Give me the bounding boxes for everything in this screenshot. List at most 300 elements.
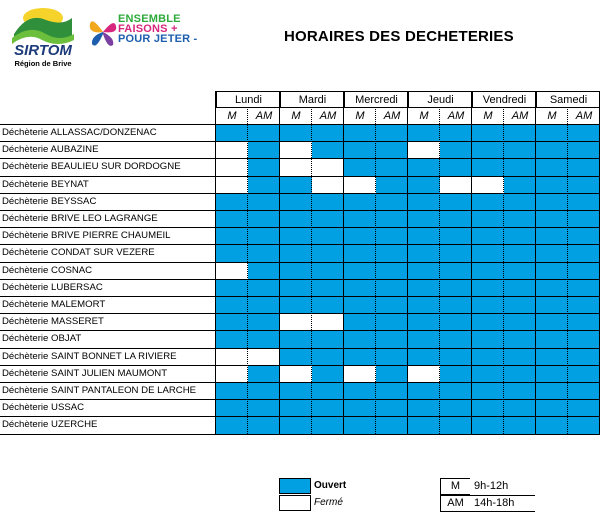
- schedule-cell-open: [376, 176, 408, 193]
- schedule-cell-open: [536, 193, 568, 210]
- schedule-cell-open: [376, 348, 408, 365]
- schedule-cell-open: [344, 262, 376, 279]
- schedule-cell-open: [440, 399, 472, 416]
- schedule-cell-open: [312, 141, 344, 158]
- schedule-cell-open: [504, 416, 536, 433]
- schedule-cell-closed: [216, 365, 248, 382]
- schedule-cell-open: [280, 416, 312, 433]
- row-label: Déchèterie LUBERSAC: [2, 281, 103, 293]
- schedule-cell-open: [568, 262, 600, 279]
- ensemble-line3: POUR JETER -: [118, 33, 198, 45]
- schedule-cell-open: [504, 330, 536, 347]
- schedule-cell-open: [440, 313, 472, 330]
- schedule-cell-open: [568, 279, 600, 296]
- schedule-cell-open: [472, 279, 504, 296]
- schedule-cell-open: [312, 330, 344, 347]
- row-divider: [0, 313, 600, 314]
- schedule-cell-open: [408, 279, 440, 296]
- schedule-cell-closed: [312, 176, 344, 193]
- schedule-cell-open: [408, 399, 440, 416]
- schedule-cell-open: [472, 262, 504, 279]
- schedule-cell-open: [312, 227, 344, 244]
- schedule-cell-open: [408, 158, 440, 175]
- schedule-cell-open: [440, 262, 472, 279]
- key-am: AM: [440, 495, 470, 512]
- schedule-cell-open: [440, 210, 472, 227]
- day-divider: [343, 91, 344, 434]
- sirtom-logo: [6, 4, 80, 68]
- schedule-cell-open: [376, 158, 408, 175]
- schedule-cell-open: [472, 382, 504, 399]
- schedule-cell-open: [248, 227, 280, 244]
- row-divider: [0, 176, 600, 177]
- schedule-cell-open: [376, 296, 408, 313]
- schedule-cell-open: [568, 244, 600, 261]
- row-divider: [0, 296, 600, 297]
- schedule-cell-open: [376, 124, 408, 141]
- slot-header: M: [536, 107, 568, 124]
- schedule-cell-open: [376, 382, 408, 399]
- schedule-cell-open: [312, 382, 344, 399]
- row-label: Déchèterie USSAC: [2, 402, 85, 414]
- schedule-cell-closed: [280, 141, 312, 158]
- slot-header: M: [344, 107, 376, 124]
- legend-open-label: Ouvert: [314, 480, 347, 491]
- row-label: Déchèterie BEYSSAC: [2, 195, 97, 207]
- schedule-cell-open: [536, 141, 568, 158]
- schedule-cell-closed: [216, 141, 248, 158]
- schedule-cell-open: [408, 210, 440, 227]
- row-divider: [0, 416, 600, 417]
- slot-header: AM: [376, 107, 408, 124]
- schedule-cell-open: [408, 382, 440, 399]
- schedule-cell-open: [568, 210, 600, 227]
- header-mid-line: [216, 107, 600, 108]
- ensemble-line2: FAISONS +: [118, 23, 178, 35]
- schedule-cell-open: [408, 330, 440, 347]
- schedule-cell-closed: [216, 158, 248, 175]
- schedule-cell-closed: [216, 176, 248, 193]
- ensemble-logo: [88, 12, 218, 56]
- row-label: Déchèterie MASSERET: [2, 316, 104, 328]
- schedule-cell-open: [504, 141, 536, 158]
- day-divider: [407, 91, 408, 434]
- schedule-cell-open: [568, 158, 600, 175]
- schedule-cell-open: [536, 382, 568, 399]
- day-header: Mercredi: [344, 91, 408, 107]
- schedule-cell-open: [408, 262, 440, 279]
- schedule-cell-open: [536, 416, 568, 433]
- schedule-cell-open: [568, 365, 600, 382]
- schedule-cell-open: [440, 365, 472, 382]
- day-header: Jeudi: [408, 91, 472, 107]
- schedule-cell-open: [504, 296, 536, 313]
- row-divider: [0, 348, 600, 349]
- schedule-cell-open: [440, 244, 472, 261]
- schedule-cell-open: [344, 416, 376, 433]
- slot-header: AM: [440, 107, 472, 124]
- schedule-cell-open: [440, 330, 472, 347]
- schedule-cell-open: [536, 124, 568, 141]
- schedule-cell-open: [280, 244, 312, 261]
- key-m: M: [440, 478, 470, 495]
- schedule-cell-open: [312, 279, 344, 296]
- schedule-cell-open: [472, 348, 504, 365]
- schedule-cell-open: [280, 262, 312, 279]
- schedule-cell-open: [312, 399, 344, 416]
- schedule-cell-open: [216, 382, 248, 399]
- row-divider: [0, 365, 600, 366]
- schedule-cell-open: [568, 330, 600, 347]
- schedule-cell-open: [376, 141, 408, 158]
- schedule-cell-open: [248, 330, 280, 347]
- schedule-cell-open: [440, 296, 472, 313]
- schedule-cell-open: [216, 313, 248, 330]
- schedule-cell-open: [344, 124, 376, 141]
- schedule-cell-open: [248, 210, 280, 227]
- schedule-cell-open: [408, 313, 440, 330]
- row-divider: [0, 193, 600, 194]
- header-top-line: [216, 91, 600, 92]
- row-divider: [0, 124, 600, 125]
- day-header: Samedi: [536, 91, 600, 107]
- row-divider: [0, 399, 600, 400]
- schedule-cell-open: [472, 227, 504, 244]
- slot-divider: [567, 107, 568, 434]
- schedule-cell-open: [440, 227, 472, 244]
- schedule-cell-open: [376, 279, 408, 296]
- schedule-cell-closed: [344, 176, 376, 193]
- schedule-cell-open: [344, 330, 376, 347]
- schedule-cell-open: [248, 176, 280, 193]
- schedule-cell-open: [280, 399, 312, 416]
- schedule-cell-open: [536, 158, 568, 175]
- day-header: Vendredi: [472, 91, 536, 107]
- schedule-cell-open: [216, 124, 248, 141]
- schedule-cell-open: [504, 313, 536, 330]
- slot-header: M: [216, 107, 248, 124]
- schedule-cell-open: [472, 244, 504, 261]
- row-divider: [0, 279, 600, 280]
- row-divider: [0, 227, 600, 228]
- schedule-cell-open: [504, 227, 536, 244]
- slot-divider: [375, 107, 376, 434]
- schedule-cell-open: [344, 279, 376, 296]
- schedule-cell-open: [216, 296, 248, 313]
- schedule-cell-open: [312, 348, 344, 365]
- schedule-cell-open: [504, 210, 536, 227]
- row-label: Déchèterie BRIVE PIERRE CHAUMEIL: [2, 230, 171, 242]
- schedule-cell-open: [344, 227, 376, 244]
- slot-header: AM: [568, 107, 600, 124]
- schedule-cell-open: [440, 279, 472, 296]
- schedule-cell-open: [376, 330, 408, 347]
- schedule-cell-open: [216, 279, 248, 296]
- schedule-cell-open: [536, 330, 568, 347]
- schedule-cell-open: [312, 244, 344, 261]
- schedule-cell-open: [280, 348, 312, 365]
- schedule-cell-closed: [216, 262, 248, 279]
- schedule-cell-open: [408, 176, 440, 193]
- schedule-cell-open: [408, 227, 440, 244]
- butterfly-icon: [88, 14, 118, 50]
- row-label: Déchèterie BEYNAT: [2, 178, 89, 190]
- schedule-cell-open: [248, 262, 280, 279]
- schedule-cell-open: [280, 382, 312, 399]
- schedule-cell-open: [312, 210, 344, 227]
- schedule-cell-closed: [440, 176, 472, 193]
- schedule-cell-open: [376, 210, 408, 227]
- schedule-cell-open: [248, 141, 280, 158]
- day-divider: [471, 91, 472, 434]
- schedule-cell-open: [504, 382, 536, 399]
- schedule-cell-open: [376, 416, 408, 433]
- row-label: Déchèterie BEAULIEU SUR DORDOGNE: [2, 161, 181, 173]
- schedule-cell-open: [440, 193, 472, 210]
- schedule-cell-open: [504, 399, 536, 416]
- row-label: Déchèterie AUBAZINE: [2, 144, 99, 156]
- schedule-cell-closed: [216, 348, 248, 365]
- schedule-cell-open: [536, 365, 568, 382]
- schedule-cell-closed: [472, 176, 504, 193]
- schedule-cell-open: [568, 124, 600, 141]
- schedule-cell-open: [536, 348, 568, 365]
- schedule-cell-open: [408, 193, 440, 210]
- schedule-cell-open: [440, 416, 472, 433]
- schedule-cell-open: [280, 193, 312, 210]
- day-divider: [279, 91, 280, 434]
- row-divider: [0, 244, 600, 245]
- legend-closed-swatch: [279, 495, 311, 511]
- schedule-cell-open: [280, 296, 312, 313]
- schedule-cell-open: [376, 227, 408, 244]
- schedule-cell-open: [216, 193, 248, 210]
- schedule-cell-open: [280, 124, 312, 141]
- schedule-cell-open: [376, 365, 408, 382]
- schedule-cell-open: [344, 382, 376, 399]
- schedule-cell-open: [568, 416, 600, 433]
- schedule-cell-open: [536, 399, 568, 416]
- schedule-cell-open: [504, 158, 536, 175]
- slot-header: M: [472, 107, 504, 124]
- sirtom-logo-subtitle: Région de Brive: [14, 59, 72, 68]
- schedule-cell-open: [344, 193, 376, 210]
- schedule-cell-open: [280, 279, 312, 296]
- schedule-cell-open: [248, 193, 280, 210]
- schedule-cell-open: [376, 399, 408, 416]
- schedule-cell-open: [472, 193, 504, 210]
- schedule-cell-open: [344, 141, 376, 158]
- slot-header: M: [280, 107, 312, 124]
- schedule-cell-open: [248, 296, 280, 313]
- schedule-cell-open: [472, 124, 504, 141]
- schedule-cell-open: [472, 210, 504, 227]
- schedule-cell-open: [312, 296, 344, 313]
- slot-header: AM: [248, 107, 280, 124]
- schedule-cell-open: [344, 399, 376, 416]
- schedule-cell-open: [472, 158, 504, 175]
- schedule-cell-open: [280, 227, 312, 244]
- schedule-cell-open: [568, 313, 600, 330]
- key-m-hours: 9h-12h: [474, 480, 509, 492]
- schedule-cell-closed: [280, 365, 312, 382]
- schedule-cell-open: [472, 416, 504, 433]
- schedule-cell-open: [280, 176, 312, 193]
- schedule-cell-open: [536, 313, 568, 330]
- row-divider: [0, 434, 600, 435]
- schedule-cell-open: [568, 176, 600, 193]
- schedule-cell-open: [248, 416, 280, 433]
- schedule-cell-open: [248, 124, 280, 141]
- schedule-cell-open: [248, 313, 280, 330]
- key-am-hours: 14h-18h: [474, 497, 515, 509]
- schedule-cell-open: [408, 348, 440, 365]
- schedule-cell-open: [568, 141, 600, 158]
- schedule-cell-open: [248, 279, 280, 296]
- slot-divider: [311, 107, 312, 434]
- row-label: Déchèterie ALLASSAC/DONZENAC: [2, 127, 157, 138]
- schedule-cell-open: [344, 348, 376, 365]
- row-divider: [0, 330, 600, 331]
- schedule-cell-open: [440, 382, 472, 399]
- schedule-cell-open: [376, 313, 408, 330]
- schedule-cell-open: [536, 262, 568, 279]
- row-label: Déchèterie SAINT PANTALEON DE LARCHE: [2, 385, 197, 396]
- row-label: Déchèterie OBJAT: [2, 333, 82, 345]
- slot-divider: [247, 107, 248, 434]
- schedule-cell-open: [536, 227, 568, 244]
- schedule-cell-open: [312, 193, 344, 210]
- schedule-cell-open: [568, 227, 600, 244]
- schedule-cell-open: [312, 262, 344, 279]
- schedule-cell-open: [312, 365, 344, 382]
- schedule-cell-closed: [344, 365, 376, 382]
- day-divider: [535, 91, 536, 434]
- schedule-cell-open: [568, 382, 600, 399]
- schedule-cell-open: [344, 158, 376, 175]
- schedule-cell-open: [248, 158, 280, 175]
- schedule-cell-open: [504, 365, 536, 382]
- schedule-cell-open: [568, 399, 600, 416]
- key-bottom-line: [440, 511, 535, 512]
- ensemble-line1: ENSEMBLE: [118, 13, 181, 25]
- schedule-cell-open: [504, 124, 536, 141]
- schedule-cell-open: [216, 244, 248, 261]
- schedule-cell-open: [440, 124, 472, 141]
- schedule-cell-open: [248, 399, 280, 416]
- legend-open-swatch: [279, 478, 311, 494]
- schedule-cell-closed: [408, 141, 440, 158]
- schedule-cell-open: [216, 227, 248, 244]
- schedule-cell-open: [216, 399, 248, 416]
- schedule-cell-open: [216, 210, 248, 227]
- day-header: Mardi: [280, 91, 344, 107]
- row-label: Déchèterie MALEMORT: [2, 299, 106, 310]
- slot-divider: [503, 107, 504, 434]
- schedule-cell-open: [536, 279, 568, 296]
- slot-divider: [439, 107, 440, 434]
- row-label: Déchèterie UZERCHE: [2, 419, 98, 431]
- schedule-cell-open: [408, 416, 440, 433]
- slot-header: AM: [312, 107, 344, 124]
- row-divider: [0, 262, 600, 263]
- row-label: Déchèterie SAINT BONNET LA RIVIERE: [2, 350, 177, 362]
- schedule-cell-open: [536, 176, 568, 193]
- schedule-cell-open: [376, 193, 408, 210]
- schedule-cell-open: [248, 382, 280, 399]
- row-divider: [0, 382, 600, 383]
- schedule-cell-open: [216, 416, 248, 433]
- schedule-cell-open: [376, 244, 408, 261]
- schedule-cell-open: [472, 296, 504, 313]
- schedule-cell-open: [536, 296, 568, 313]
- row-divider: [0, 210, 600, 211]
- schedule-cell-open: [504, 262, 536, 279]
- schedule-cell-closed: [312, 313, 344, 330]
- schedule-cell-open: [504, 176, 536, 193]
- schedule-cell-open: [536, 210, 568, 227]
- schedule-cell-open: [376, 262, 408, 279]
- row-divider: [0, 158, 600, 159]
- row-label: Déchèterie CONDAT SUR VEZERE: [2, 247, 155, 259]
- schedule-cell-closed: [408, 365, 440, 382]
- schedule-cell-closed: [280, 313, 312, 330]
- schedule-cell-open: [344, 244, 376, 261]
- day-divider: [215, 91, 216, 434]
- schedule-cell-open: [472, 365, 504, 382]
- schedule-cell-open: [344, 313, 376, 330]
- schedule-cell-open: [216, 330, 248, 347]
- schedule-cell-open: [440, 141, 472, 158]
- slot-header: M: [408, 107, 440, 124]
- slot-header: AM: [504, 107, 536, 124]
- schedule-cell-open: [280, 330, 312, 347]
- schedule-cell-closed: [280, 158, 312, 175]
- row-label: Déchèterie BRIVE LEO LAGRANGE: [2, 213, 158, 224]
- schedule-cell-open: [504, 348, 536, 365]
- schedule-cell-open: [312, 124, 344, 141]
- schedule-cell-closed: [312, 158, 344, 175]
- schedule-cell-open: [440, 158, 472, 175]
- schedule-cell-open: [536, 244, 568, 261]
- schedule-cell-open: [472, 330, 504, 347]
- page-title: HORAIRES DES DECHETERIES: [284, 28, 514, 45]
- schedule-cell-open: [312, 416, 344, 433]
- schedule-cell-open: [568, 193, 600, 210]
- row-label: Déchèterie SAINT JULIEN MAUMONT: [2, 367, 168, 379]
- schedule-cell-open: [344, 210, 376, 227]
- schedule-cell-open: [504, 193, 536, 210]
- schedule-cell-open: [568, 348, 600, 365]
- schedule-cell-open: [504, 244, 536, 261]
- day-header: Lundi: [216, 91, 280, 107]
- row-label: Déchèterie COSNAC: [2, 264, 93, 276]
- sirtom-logo-name: SIRTOM: [14, 42, 72, 59]
- schedule-cell-open: [472, 313, 504, 330]
- schedule-cell-open: [472, 399, 504, 416]
- schedule-cell-open: [248, 365, 280, 382]
- schedule-cell-open: [408, 244, 440, 261]
- schedule-cell-open: [568, 296, 600, 313]
- schedule-cell-open: [472, 141, 504, 158]
- legend-closed-label: Fermé: [314, 497, 343, 508]
- schedule-cell-open: [248, 244, 280, 261]
- schedule-cell-open: [504, 279, 536, 296]
- schedule-cell-open: [408, 124, 440, 141]
- schedule-cell-open: [344, 296, 376, 313]
- schedule-cell-open: [280, 210, 312, 227]
- row-divider: [0, 141, 600, 142]
